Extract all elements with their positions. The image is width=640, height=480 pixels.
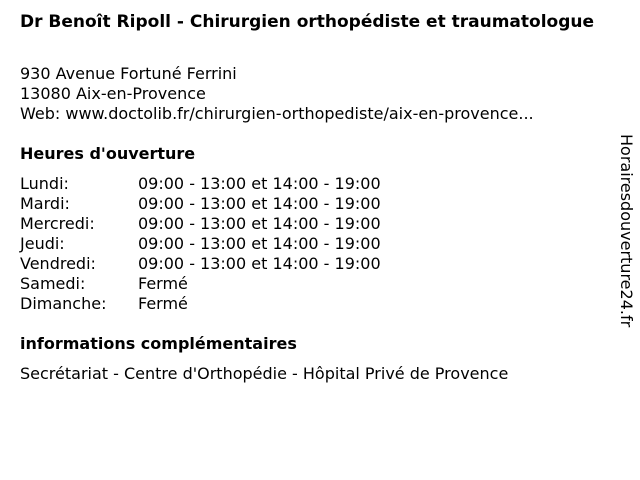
time-value: Fermé (138, 274, 188, 293)
time-value: 09:00 - 13:00 et 14:00 - 19:00 (138, 254, 381, 273)
hours-row-saturday (20, 274, 381, 294)
day-label: Jeudi: (20, 234, 65, 253)
address-street: 930 Avenue Fortuné Ferrini (20, 64, 237, 83)
time-value: 09:00 - 13:00 et 14:00 - 19:00 (138, 174, 381, 193)
hours-heading: Heures d'ouverture (20, 144, 196, 163)
info-heading: informations complémentaires (20, 334, 297, 353)
time-value: 09:00 - 13:00 et 14:00 - 19:00 (138, 194, 381, 213)
day-label: Vendredi: (20, 254, 96, 273)
hours-row-sunday (20, 294, 381, 314)
address-city: 13080 Aix-en-Provence (20, 84, 206, 103)
time-value: 09:00 - 13:00 et 14:00 - 19:00 (138, 214, 381, 233)
site-watermark: Horairesdouverture24.fr (617, 134, 636, 328)
day-label: Dimanche: (20, 294, 107, 313)
day-label: Mardi: (20, 194, 70, 213)
opening-hours-table (20, 174, 381, 314)
hours-row-wednesday (20, 214, 381, 234)
hours-row-thursday (20, 234, 381, 254)
day-label: Samedi: (20, 274, 86, 293)
info-text: Secrétariat - Centre d'Orthopédie - Hôpital Privé de Provence (20, 364, 509, 383)
day-label: Lundi: (20, 174, 69, 193)
page-title: Dr Benoît Ripoll - Chirurgien orthopédiste et traumatologue (20, 12, 595, 32)
hours-row-monday (20, 174, 381, 194)
website-link[interactable]: Web: www.doctolib.fr/chirurgien-orthopediste/aix-en-provence... (20, 104, 534, 123)
day-label: Mercredi: (20, 214, 95, 233)
hours-row-tuesday (20, 194, 381, 214)
time-value: 09:00 - 13:00 et 14:00 - 19:00 (138, 234, 381, 253)
time-value: Fermé (138, 294, 188, 313)
hours-row-friday (20, 254, 381, 274)
address-block (20, 64, 534, 124)
